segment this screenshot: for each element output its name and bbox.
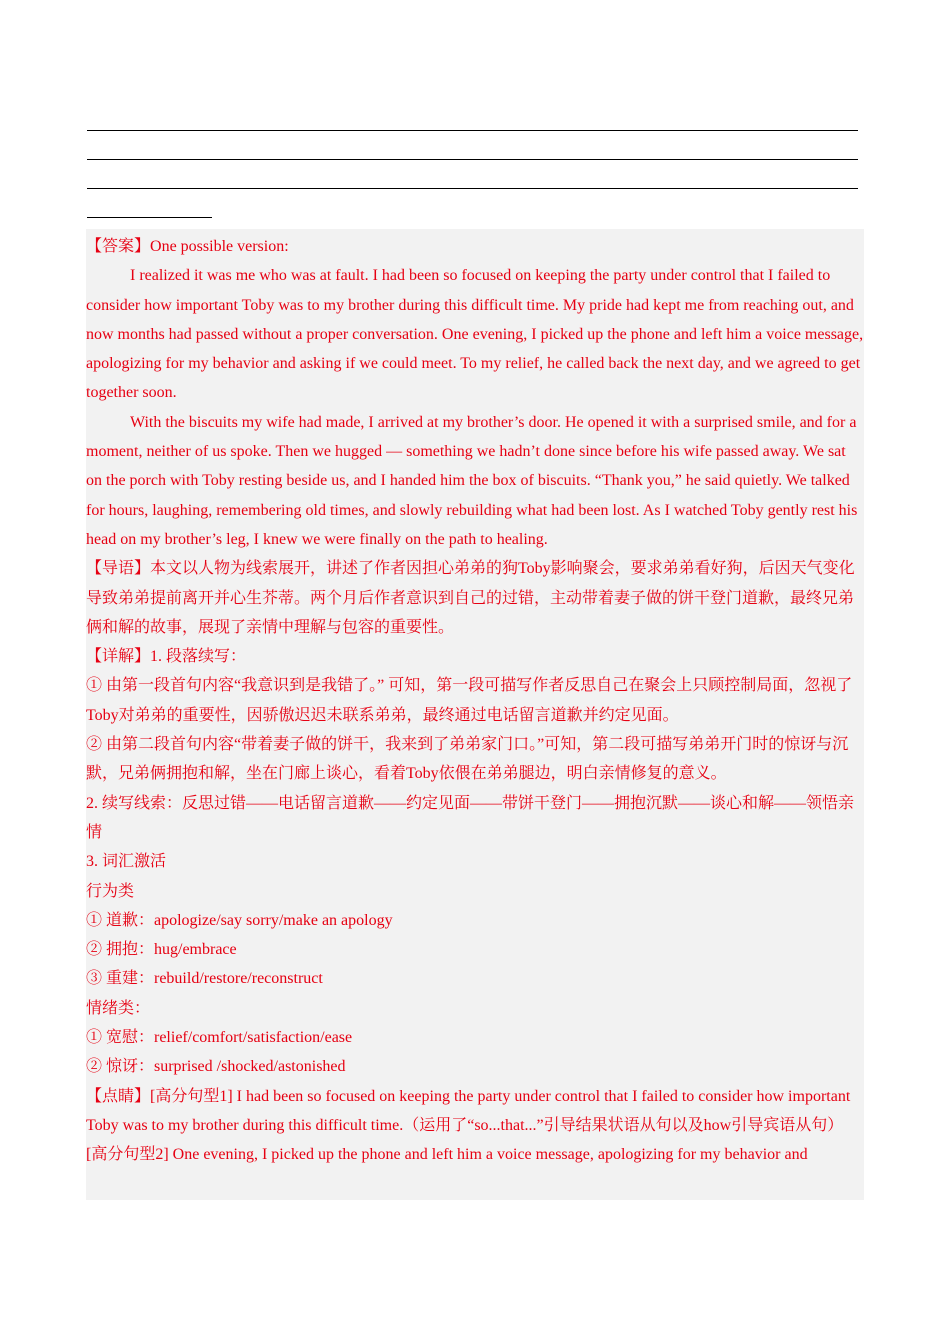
detail-heading-1: 1. 段落续写： xyxy=(150,648,247,666)
answer-section xyxy=(86,229,864,1200)
detail-point-1: ① 由第一段首句内容“我意识到是我错了。” 可知，第一段可描写作者反思自己在聚会上只顾控制局面，忽视了Toby对弟弟的重要性，因骄傲迟迟未联系弟弟，最终通过电话留言道歉并约定见面。 xyxy=(86,677,853,724)
highlight-sentence-1-text: [高分句型1] I had been so focused on keeping the party under control that I failed to consider how important Toby was to my brother during this difficult time.（运用了“so...that...”引导结果状语从句以及how引导宾语从句） xyxy=(86,1087,851,1134)
detail-heading-3: 3. 词汇激活 xyxy=(86,853,167,871)
detail-label: 【详解】 xyxy=(86,648,151,666)
answer-header xyxy=(86,232,864,261)
vocab-item-relief: ① 宽慰：relief/comfort/satisfaction/ease xyxy=(86,1029,353,1047)
answer-blank-line-3 xyxy=(87,188,858,189)
vocab-item-hug: ② 拥抱：hug/embrace xyxy=(86,941,237,959)
guide-label: 【导语】 xyxy=(86,560,151,578)
answer-version: One possible version: xyxy=(150,238,289,255)
detail-header xyxy=(86,642,864,671)
vocab-item-rebuild: ③ 重建：rebuild/restore/reconstruct xyxy=(86,970,323,988)
answer-content xyxy=(86,232,864,1170)
highlight-sentence-2: [高分句型2] One evening, I picked up the phone and left him a voice message, apologizing for my behavior and xyxy=(86,1146,808,1164)
guide-paragraph xyxy=(86,554,864,642)
answer-paragraph-1: I realized it was me who was at fault. I had been so focused on keeping the party under control that I failed to consider how important Toby was to my brother during this difficult time. My pride had kept me from reaching out, and now months had passed without a proper conversation. One evening, I picked up the phone and left him a voice message, apologizing for my behavior and asking if we could meet. To my relief, he called back the next day, and we agreed to get together soon. xyxy=(86,267,864,402)
vocab-item-apologize: ① 道歉：apologize/say sorry/make an apology xyxy=(86,911,393,929)
detail-point-2: ② 由第二段首句内容“带着妻子做的饼干，我来到了弟弟家门口。”可知，第二段可描写弟弟开门时的惊讶与沉默，兄弟俩拥抱和解，坐在门廊上谈心，看着Toby依偎在弟弟腿边，明白亲情修复的意义。 xyxy=(86,736,849,783)
answer-label: 【答案】 xyxy=(86,238,151,255)
vocab-item-surprised: ② 惊讶：surprised /shocked/astonished xyxy=(86,1058,346,1076)
vocab-category-emotion: 情绪类： xyxy=(86,999,151,1017)
highlight-label: 【点睛】 xyxy=(86,1087,151,1105)
guide-text: 本文以人物为线索展开，讲述了作者因担心弟弟的狗Toby影响聚会，要求弟弟看好狗，后因天气变化导致弟弟提前离开并心生芥蒂。两个月后作者意识到自己的过错，主动带着妻子做的饼干登门道歉，最终兄弟俩和解的故事，展现了亲情中理解与包容的重要性。 xyxy=(86,560,855,636)
answer-paragraph-2: With the biscuits my wife had made, I arrived at my brother’s door. He opened it with a surprised smile, and for a moment, neither of us spoke. Then we hugged — something we hadn’t done since before his wife passed away. We sat on the porch with Toby resting beside us, and I handed him the box of biscuits. “Thank you,” he said quietly. We talked for hours, laughing, remembering old times, and slowly rebuilding what had been lost. As I watched Toby gently rest his head on my brother’s leg, I knew we were finally on the path to healing. xyxy=(86,413,858,548)
detail-heading-2: 2. 续写线索：反思过错——电话留言道歉——约定见面——带饼干登门——拥抱沉默——谈心和解——领悟亲情 xyxy=(86,794,855,841)
answer-blank-line-2 xyxy=(87,159,858,160)
answer-blank-line-1 xyxy=(87,130,858,131)
answer-blank-line-4 xyxy=(87,217,212,218)
vocab-category-behavior: 行为类 xyxy=(86,882,135,900)
highlight-sentence-1 xyxy=(86,1082,864,1141)
